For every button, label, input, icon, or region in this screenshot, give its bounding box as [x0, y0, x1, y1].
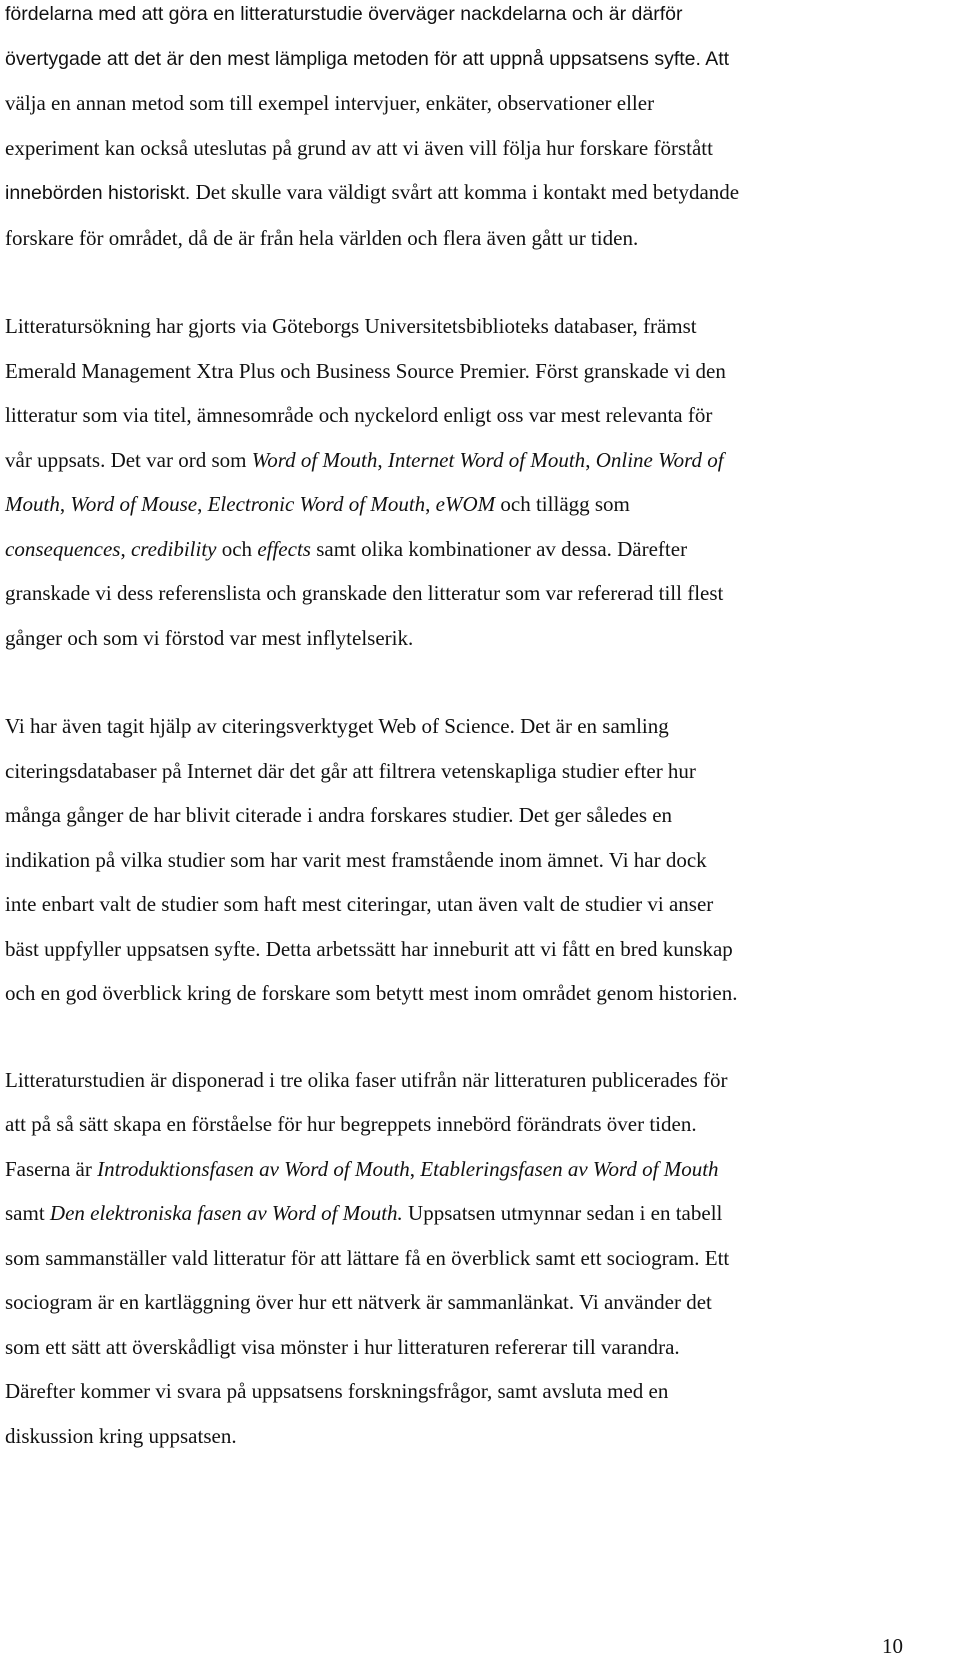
document-page: [5, 0, 925, 1458]
text-line: [5, 1191, 925, 1236]
text-span: ,: [59, 492, 71, 516]
text-span: samt: [5, 1201, 50, 1225]
search-term: Word of Mouth: [251, 447, 378, 472]
text-line: bäst uppfyller uppsatsen syfte. Detta arbetssätt har inneburit att vi fått en bred kunskap: [5, 936, 733, 961]
text-span: vår uppsats. Det var ord som: [5, 447, 252, 472]
text-span: innebörden historiskt.: [5, 182, 191, 204]
text-line: inte enbart valt de studier som haft mest citeringar, utan även valt de studier vi anser: [5, 892, 714, 916]
text-line: att på så sätt skapa en förståelse för hur begreppets innebörd förändrats över tiden.: [5, 1112, 697, 1136]
search-term: Internet Word of Mouth: [387, 447, 586, 472]
text-span: Uppsatsen utmynnar sedan i en tabell: [402, 1201, 723, 1225]
page-number: 10: [882, 1634, 903, 1658]
paragraph-gap: [5, 260, 925, 304]
text-line: gånger och som vi förstod var mest inflytelserik.: [5, 625, 414, 650]
text-span: Faserna är: [5, 1156, 98, 1181]
text-line: Därefter kommer vi svara på uppsatsens forskningsfrågor, samt avsluta med en: [5, 1379, 669, 1403]
text-line: fördelarna med att göra en litteraturstudie överväger nackdelarna och är därför: [5, 3, 683, 25]
text-span: ,: [120, 536, 131, 561]
text-line: experiment kan också uteslutas på grund av att vi även vill följa hur forskare förstått: [5, 135, 713, 160]
paragraph-gap: [5, 1016, 925, 1058]
text-span: och: [216, 536, 258, 561]
search-term: Electronic Word of Mouth: [207, 492, 426, 516]
text-line: övertygade att det är den mest lämpliga metoden för att uppnå uppsatsens syfte. Att: [5, 47, 730, 70]
text-line: litteratur som via titel, ämnesområde och nyckelord enligt oss var mest relevanta för: [5, 403, 713, 427]
text-line: och en god överblick kring de forskare som betytt mest inom området genom historien.: [5, 981, 738, 1005]
text-line: [5, 438, 925, 483]
text-line: som sammanställer vald litteratur för att lättare få en överblick samt ett sociogram. Ett: [5, 1245, 730, 1270]
search-term: eWOM: [435, 492, 496, 516]
text-line: Emerald Management Xtra Plus och Business Source Premier. Först granskade vi den: [5, 358, 726, 383]
text-span: samt olika kombinationer av dessa. Därefter: [310, 536, 688, 561]
paragraph-literature-search: [5, 304, 925, 660]
phase-name: Etableringsfasen av Word of Mouth: [420, 1156, 719, 1181]
text-line: välja en annan metod som till exempel intervjuer, enkäter, observationer eller: [5, 91, 655, 115]
text-line: [5, 527, 925, 572]
paragraph-method-justification: [5, 0, 925, 260]
text-span: och tillägg som: [495, 492, 630, 516]
text-span: ,: [409, 1156, 421, 1181]
text-line: citeringsdatabaser på Internet där det går att filtrera vetenskapliga studier efter hur: [5, 758, 696, 783]
search-term: Word of Mouse: [70, 492, 198, 516]
text-line: sociogram är en kartläggning över hur ett nätverk är sammanlänkat. Vi använder det: [5, 1290, 712, 1314]
text-line: indikation på vilka studier som har varit mest framstående inom ämnet. Vi har dock: [5, 847, 707, 872]
text-span: ,: [377, 447, 388, 472]
text-line: som ett sätt att överskådligt visa mönster i hur litteraturen refererar till varandra.: [5, 1334, 680, 1359]
text-span: ,: [425, 492, 436, 516]
text-line: diskussion kring uppsatsen.: [5, 1423, 237, 1448]
search-term: Mouth: [5, 492, 60, 516]
text-line: Vi har även tagit hjälp av citeringsverktyget Web of Science. Det är en samling: [5, 714, 669, 738]
text-line: Litteratursökning har gjorts via Göteborgs Universitetsbiblioteks databaser, främst: [5, 314, 697, 338]
text-span: Det skulle vara väldigt svårt att komma i kontakt med betydande: [190, 180, 740, 204]
search-term: Online Word of: [595, 447, 724, 472]
search-term: credibility: [130, 536, 217, 561]
text-line: [5, 482, 925, 527]
text-span: ,: [585, 447, 596, 472]
text-line: Litteraturstudien är disponerad i tre olika faser utifrån när litteraturen publicerades för: [5, 1067, 728, 1092]
text-line: många gånger de har blivit citerade i andra forskares studier. Det ger således en: [5, 803, 673, 827]
search-term: consequences: [5, 536, 121, 561]
text-line: granskade vi dess referenslista och granskade den litteratur som var refererad till flest: [5, 581, 724, 605]
phase-name: Den elektroniska fasen av Word of Mouth.: [49, 1201, 403, 1225]
paragraph-disposition: [5, 1058, 925, 1459]
paragraph-web-of-science: [5, 704, 925, 1016]
phase-name: Introduktionsfasen av Word of Mouth: [97, 1156, 410, 1181]
paragraph-gap: [5, 660, 925, 704]
text-line: forskare för området, då de är från hela världen och flera även gått ur tiden.: [5, 225, 639, 250]
search-term: effects: [257, 536, 311, 561]
text-line: [5, 170, 925, 216]
text-line: [5, 1147, 925, 1192]
text-span: ,: [197, 492, 208, 516]
